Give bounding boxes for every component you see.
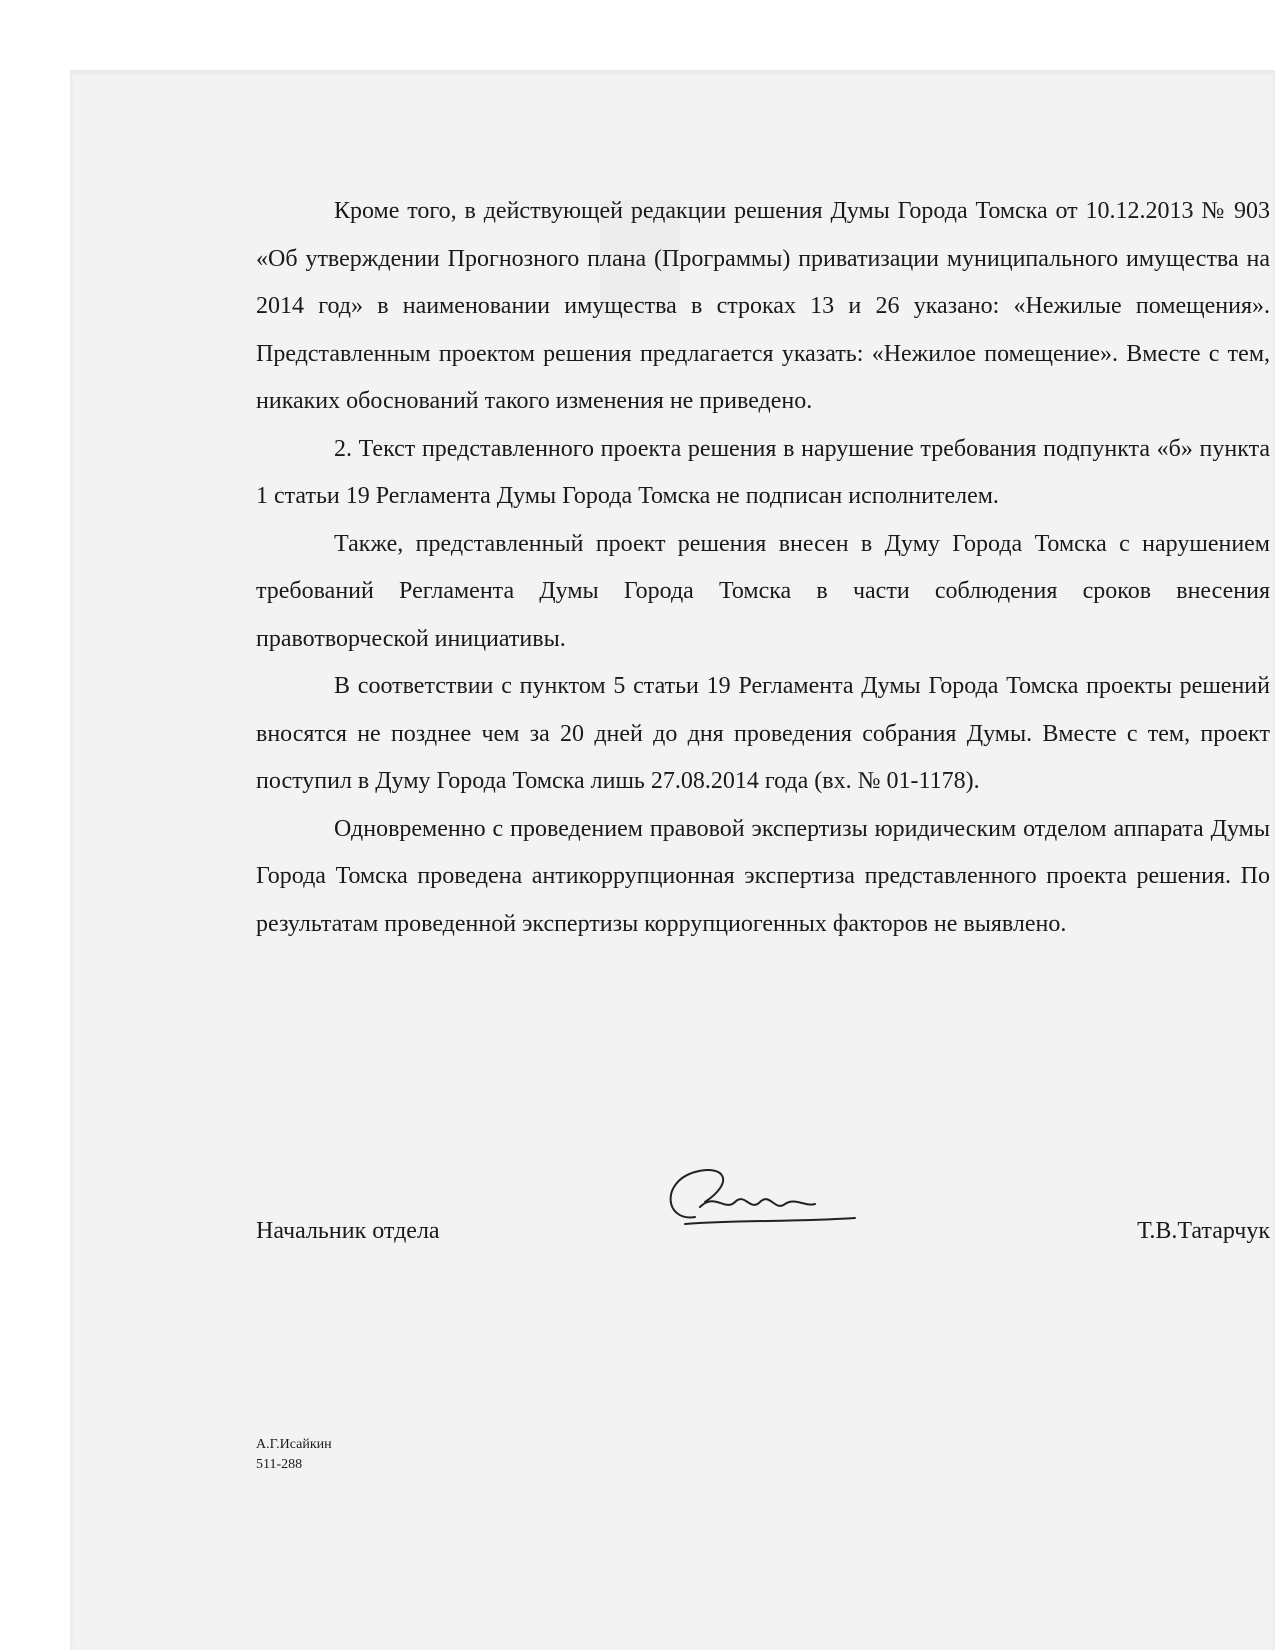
- paragraph-item-2: 2. Текст представленного проекта решения в нарушение требования подпункта «б» пункта 1 статьи 19 Регламента Думы Города Томска не подписан исполнителем.: [256, 435, 1270, 509]
- signer-name: Т.В.Татарчук: [1137, 1218, 1270, 1244]
- paragraph-regulation-reference: В соответствии с пунктом 5 статьи 19 Регламента Думы Города Томска проекты решений вносятся не позднее чем за 20 дней до дня проведения собрания Думы. Вместе с тем, проект поступил в Думу Города Томска лишь 27.08.2014 года (вх. № 01-1178).: [256, 673, 1270, 794]
- executor-contact: [256, 1435, 332, 1475]
- executor-name: А.Г.Исайкин: [256, 1437, 332, 1452]
- paragraph-anticorruption: Одновременно с проведением правовой экспертизы юридическим отделом аппарата Думы Города Томска проведена антикоррупционная экспертиза представленного проекта решения. По результатам проведенной экспертизы коррупциогенных факторов не выявлено.: [256, 815, 1270, 937]
- handwritten-signature: [655, 1162, 865, 1237]
- document-body: [256, 188, 1270, 948]
- paragraph-additional-issue: Кроме того, в действующей редакции решения Думы Города Томска от 10.12.2013 № 903 «Об утверждении Прогнозного плана (Программы) приватизации муниципального имущества на 2014 год» в наименовании имущества в строках 13 и 26 указано: «Нежилые помещения». Представленным проектом решения предлагается указать: «Нежилое помещение». Вместе с тем, никаких обоснований такого изменения не приведено.: [256, 198, 1270, 414]
- signer-position: Начальник отдела: [256, 1218, 440, 1244]
- executor-phone: 511-288: [256, 1457, 303, 1472]
- paragraph-deadline-violation: Также, представленный проект решения внесен в Думу Города Томска с нарушением требований Регламента Думы Города Томска в части соблюдения сроков внесения правотворческой инициативы.: [256, 530, 1270, 652]
